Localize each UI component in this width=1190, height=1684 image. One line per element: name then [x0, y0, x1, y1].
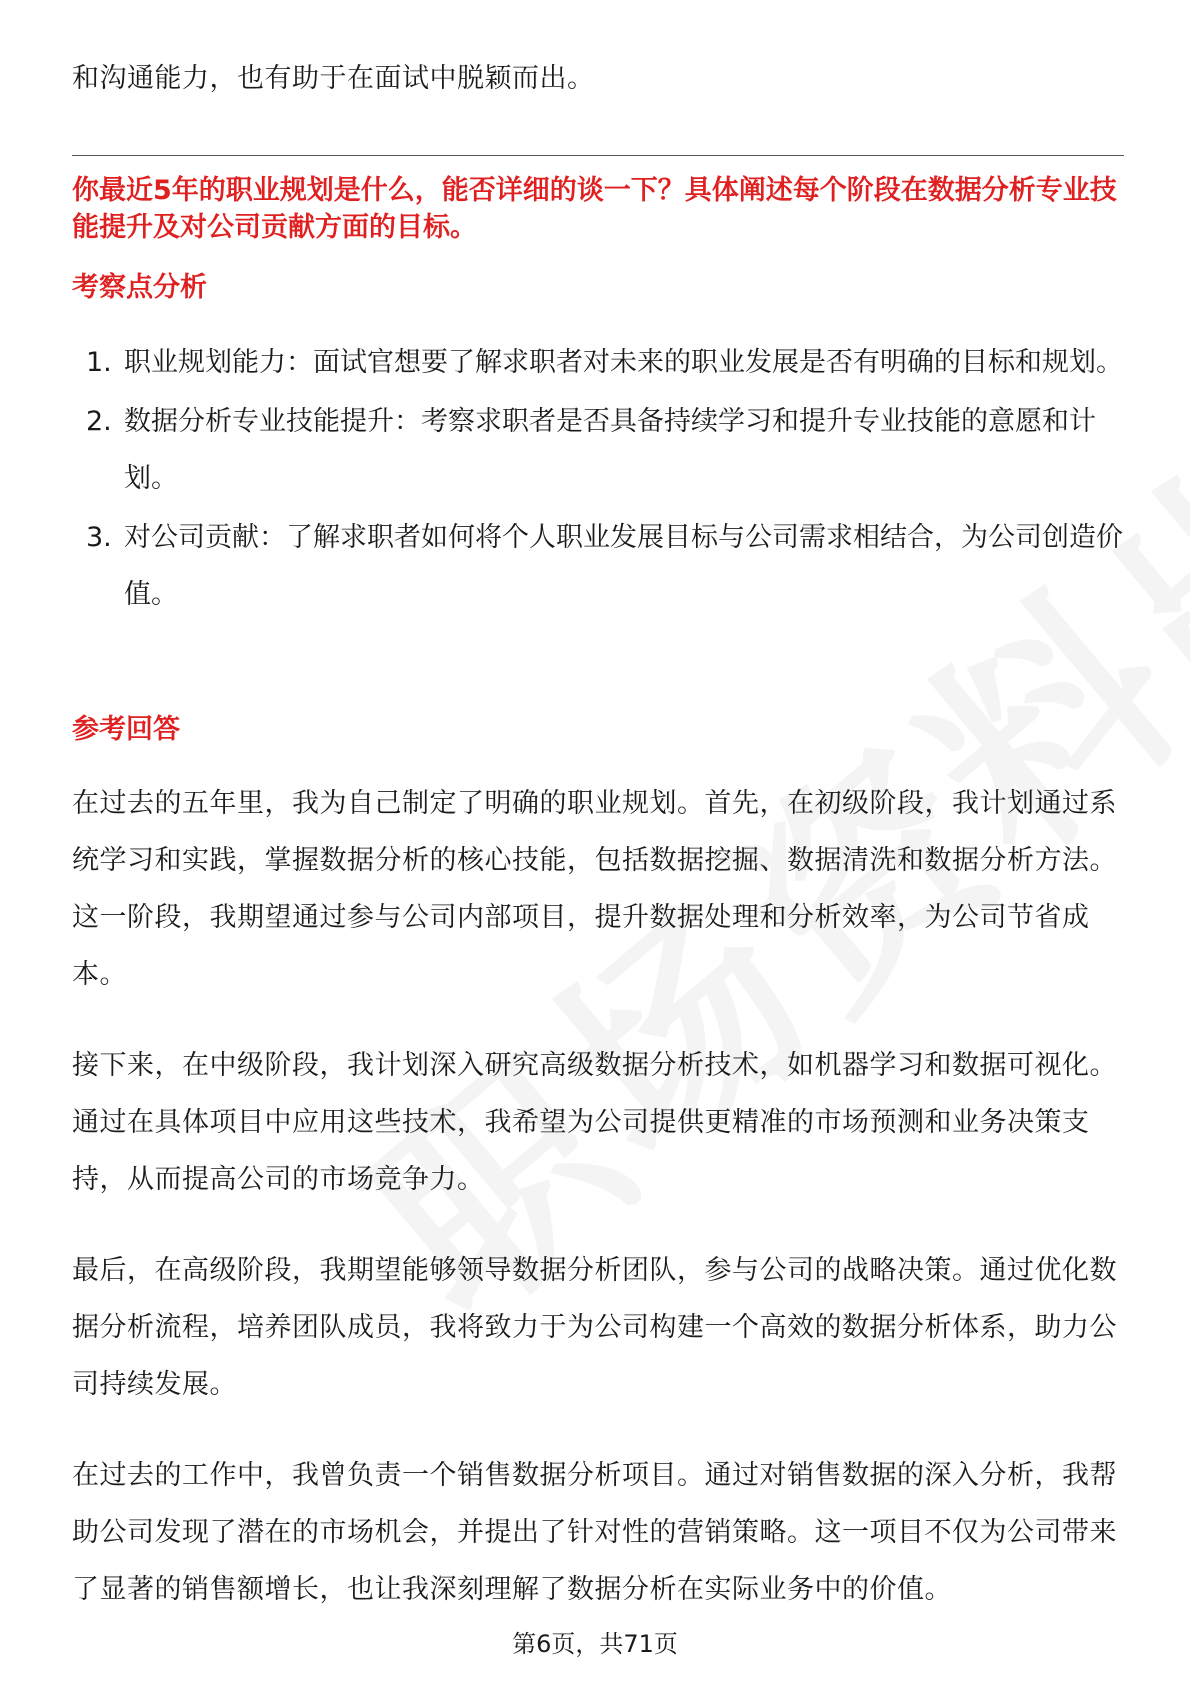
- list-item-number: 1.: [86, 347, 112, 378]
- question-title: 你最近5年的职业规划是什么，能否详细的谈一下？具体阐述每个阶段在数据分析专业技能提升及对公司贡献方面的目标。: [72, 175, 1117, 243]
- section-divider: [72, 155, 1124, 156]
- list-item-text: 对公司贡献：了解求职者如何将个人职业发展目标与公司需求相结合，为公司创造价值。: [124, 522, 1123, 610]
- answer-paragraph: 在过去的工作中，我曾负责一个销售数据分析项目。通过对销售数据的深入分析，我帮助公司发现了潜在的市场机会，并提出了针对性的营销策略。这一项目不仅为公司带来了显著的销售额增长，也让我深刻理解了数据分析在实际业务中的价值。: [72, 1460, 1117, 1605]
- list-item: [72, 393, 1124, 507]
- analysis-heading: 考察点分析: [72, 272, 207, 303]
- answer-paragraph: 最后，在高级阶段，我期望能够领导数据分析团队，参与公司的战略决策。通过优化数据分析流程，培养团队成员，我将致力于为公司构建一个高效的数据分析体系，助力公司持续发展。: [72, 1255, 1117, 1400]
- analysis-list: [72, 334, 1124, 625]
- answer-heading: 参考回答: [72, 714, 180, 745]
- list-item-number: 2.: [86, 406, 112, 437]
- page-number: 第6页，共71页: [512, 1630, 678, 1658]
- list-item: [72, 334, 1124, 391]
- list-item-text: 职业规划能力：面试官想要了解求职者对未来的职业发展是否有明确的目标和规划。: [124, 347, 1123, 378]
- answer-paragraph: 接下来，在中级阶段，我计划深入研究高级数据分析技术，如机器学习和数据可视化。通过在具体项目中应用这些技术，我希望为公司提供更精准的市场预测和业务决策支持，从而提高公司的市场竞争力。: [72, 1050, 1117, 1195]
- list-item-text: 数据分析专业技能提升：考察求职者是否具备持续学习和提升专业技能的意愿和计划。: [124, 406, 1096, 494]
- list-item: [72, 509, 1124, 623]
- continued-paragraph: 和沟通能力，也有助于在面试中脱颖而出。: [72, 63, 595, 94]
- list-item-number: 3.: [86, 522, 112, 553]
- answer-body: [72, 775, 1124, 1652]
- answer-paragraph: 在过去的五年里，我为自己制定了明确的职业规划。首先，在初级阶段，我计划通过系统学习和实践，掌握数据分析的核心技能，包括数据挖掘、数据清洗和数据分析方法。这一阶段，我期望通过参与公司内部项目，提升数据处理和分析效率，为公司节省成本。: [72, 788, 1117, 990]
